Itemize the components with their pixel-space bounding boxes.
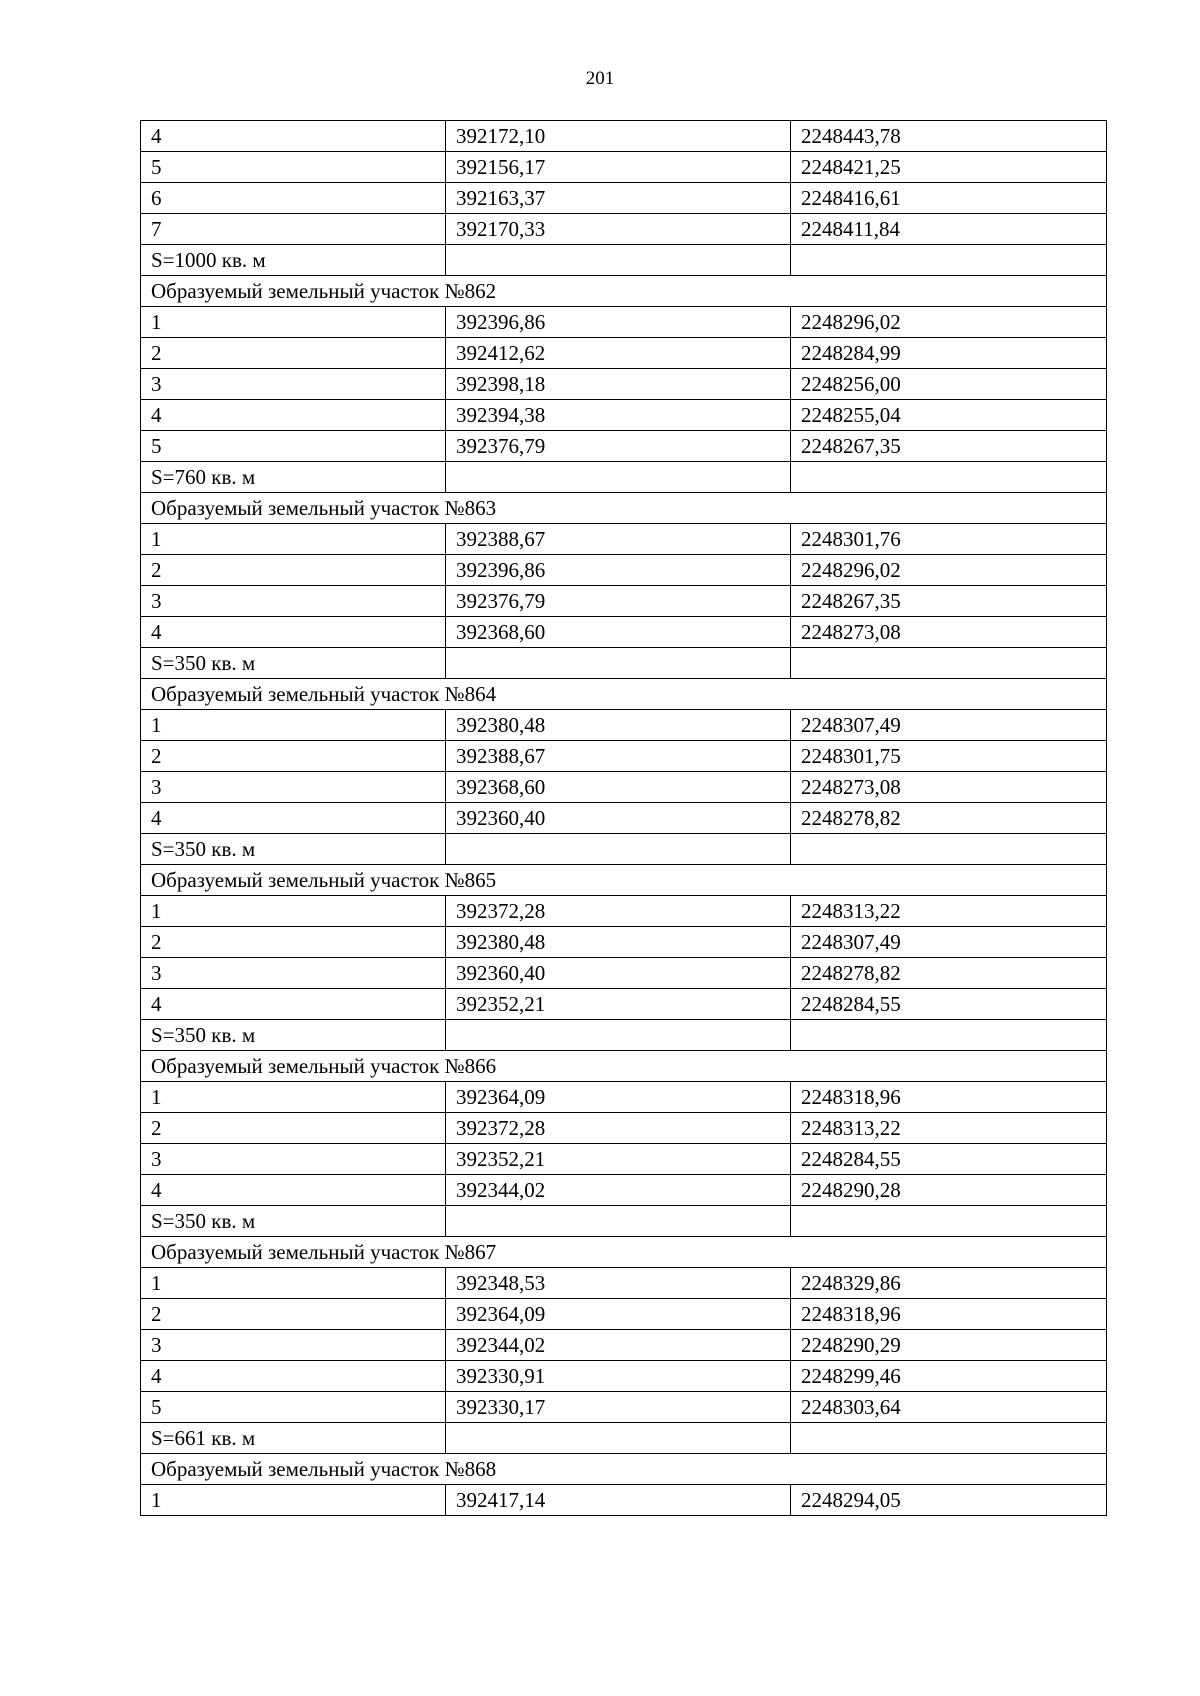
area-row <box>141 1423 1107 1454</box>
y-coordinate-cell: 2248329,86 <box>791 1268 1107 1299</box>
parcel-header-cell: Образуемый земельный участок №862 <box>141 276 1107 307</box>
x-coordinate-cell: 392388,67 <box>446 741 791 772</box>
y-coordinate-cell: 2248416,61 <box>791 183 1107 214</box>
empty-cell <box>446 1423 791 1454</box>
x-coordinate-cell: 392163,37 <box>446 183 791 214</box>
page-number: 201 <box>585 68 615 89</box>
area-cell: S=350 кв. м <box>141 1206 446 1237</box>
y-coordinate-cell: 2248301,75 <box>791 741 1107 772</box>
point-number-cell: 1 <box>141 710 446 741</box>
x-coordinate-cell: 392376,79 <box>446 431 791 462</box>
point-number-cell: 1 <box>141 307 446 338</box>
x-coordinate-cell: 392364,09 <box>446 1082 791 1113</box>
point-row <box>141 183 1107 214</box>
x-coordinate-cell: 392344,02 <box>446 1175 791 1206</box>
point-row <box>141 896 1107 927</box>
empty-cell <box>791 245 1107 276</box>
y-coordinate-cell: 2248318,96 <box>791 1082 1107 1113</box>
point-number-cell: 3 <box>141 772 446 803</box>
x-coordinate-cell: 392172,10 <box>446 121 791 152</box>
x-coordinate-cell: 392170,33 <box>446 214 791 245</box>
coordinates-table-body <box>141 121 1107 1516</box>
empty-cell <box>446 462 791 493</box>
area-row <box>141 834 1107 865</box>
area-row <box>141 1206 1107 1237</box>
x-coordinate-cell: 392398,18 <box>446 369 791 400</box>
point-number-cell: 4 <box>141 121 446 152</box>
point-number-cell: 1 <box>141 1082 446 1113</box>
y-coordinate-cell: 2248421,25 <box>791 152 1107 183</box>
point-row <box>141 1485 1107 1516</box>
x-coordinate-cell: 392412,62 <box>446 338 791 369</box>
y-coordinate-cell: 2248255,04 <box>791 400 1107 431</box>
y-coordinate-cell: 2248284,99 <box>791 338 1107 369</box>
empty-cell <box>446 1020 791 1051</box>
point-row <box>141 1330 1107 1361</box>
point-number-cell: 5 <box>141 152 446 183</box>
parcel-header-row <box>141 1051 1107 1082</box>
point-row <box>141 1082 1107 1113</box>
parcel-header-cell: Образуемый земельный участок №863 <box>141 493 1107 524</box>
point-row <box>141 741 1107 772</box>
point-row <box>141 1299 1107 1330</box>
x-coordinate-cell: 392372,28 <box>446 896 791 927</box>
x-coordinate-cell: 392352,21 <box>446 989 791 1020</box>
point-number-cell: 2 <box>141 741 446 772</box>
point-number-cell: 4 <box>141 400 446 431</box>
y-coordinate-cell: 2248290,28 <box>791 1175 1107 1206</box>
point-number-cell: 5 <box>141 1392 446 1423</box>
empty-cell <box>791 462 1107 493</box>
y-coordinate-cell: 2248307,49 <box>791 710 1107 741</box>
point-row <box>141 772 1107 803</box>
x-coordinate-cell: 392396,86 <box>446 555 791 586</box>
point-row <box>141 803 1107 834</box>
y-coordinate-cell: 2248296,02 <box>791 307 1107 338</box>
point-number-cell: 4 <box>141 803 446 834</box>
point-row <box>141 958 1107 989</box>
x-coordinate-cell: 392380,48 <box>446 927 791 958</box>
point-number-cell: 6 <box>141 183 446 214</box>
point-row <box>141 1268 1107 1299</box>
point-number-cell: 2 <box>141 1113 446 1144</box>
y-coordinate-cell: 2248267,35 <box>791 431 1107 462</box>
parcel-header-cell: Образуемый земельный участок №866 <box>141 1051 1107 1082</box>
parcel-header-row <box>141 865 1107 896</box>
x-coordinate-cell: 392344,02 <box>446 1330 791 1361</box>
x-coordinate-cell: 392372,28 <box>446 1113 791 1144</box>
y-coordinate-cell: 2248256,00 <box>791 369 1107 400</box>
x-coordinate-cell: 392417,14 <box>446 1485 791 1516</box>
point-row <box>141 431 1107 462</box>
point-number-cell: 2 <box>141 1299 446 1330</box>
point-number-cell: 4 <box>141 989 446 1020</box>
point-row <box>141 555 1107 586</box>
point-number-cell: 7 <box>141 214 446 245</box>
point-row <box>141 1361 1107 1392</box>
point-row <box>141 586 1107 617</box>
area-cell: S=760 кв. м <box>141 462 446 493</box>
x-coordinate-cell: 392368,60 <box>446 772 791 803</box>
area-cell: S=350 кв. м <box>141 834 446 865</box>
x-coordinate-cell: 392368,60 <box>446 617 791 648</box>
x-coordinate-cell: 392380,48 <box>446 710 791 741</box>
point-row <box>141 927 1107 958</box>
y-coordinate-cell: 2248299,46 <box>791 1361 1107 1392</box>
empty-cell <box>446 648 791 679</box>
y-coordinate-cell: 2248296,02 <box>791 555 1107 586</box>
point-row <box>141 307 1107 338</box>
point-number-cell: 1 <box>141 1268 446 1299</box>
empty-cell <box>446 1206 791 1237</box>
empty-cell <box>446 245 791 276</box>
empty-cell <box>791 648 1107 679</box>
y-coordinate-cell: 2248278,82 <box>791 958 1107 989</box>
area-cell: S=661 кв. м <box>141 1423 446 1454</box>
x-coordinate-cell: 392364,09 <box>446 1299 791 1330</box>
y-coordinate-cell: 2248284,55 <box>791 1144 1107 1175</box>
x-coordinate-cell: 392156,17 <box>446 152 791 183</box>
area-row <box>141 245 1107 276</box>
point-number-cell: 4 <box>141 617 446 648</box>
area-row <box>141 648 1107 679</box>
area-row <box>141 462 1107 493</box>
point-number-cell: 3 <box>141 1330 446 1361</box>
y-coordinate-cell: 2248411,84 <box>791 214 1107 245</box>
point-row <box>141 1113 1107 1144</box>
x-coordinate-cell: 392348,53 <box>446 1268 791 1299</box>
point-number-cell: 1 <box>141 1485 446 1516</box>
point-number-cell: 2 <box>141 555 446 586</box>
point-row <box>141 338 1107 369</box>
point-row <box>141 1144 1107 1175</box>
y-coordinate-cell: 2248318,96 <box>791 1299 1107 1330</box>
x-coordinate-cell: 392388,67 <box>446 524 791 555</box>
y-coordinate-cell: 2248294,05 <box>791 1485 1107 1516</box>
parcel-header-row <box>141 276 1107 307</box>
x-coordinate-cell: 392360,40 <box>446 958 791 989</box>
y-coordinate-cell: 2248303,64 <box>791 1392 1107 1423</box>
point-row <box>141 1175 1107 1206</box>
parcel-header-row <box>141 1237 1107 1268</box>
y-coordinate-cell: 2248313,22 <box>791 896 1107 927</box>
area-cell: S=350 кв. м <box>141 1020 446 1051</box>
y-coordinate-cell: 2248284,55 <box>791 989 1107 1020</box>
area-row <box>141 1020 1107 1051</box>
x-coordinate-cell: 392352,21 <box>446 1144 791 1175</box>
y-coordinate-cell: 2248301,76 <box>791 524 1107 555</box>
point-number-cell: 5 <box>141 431 446 462</box>
point-row <box>141 524 1107 555</box>
point-row <box>141 710 1107 741</box>
parcel-header-row <box>141 1454 1107 1485</box>
y-coordinate-cell: 2248313,22 <box>791 1113 1107 1144</box>
parcel-header-cell: Образуемый земельный участок №868 <box>141 1454 1107 1485</box>
point-number-cell: 3 <box>141 958 446 989</box>
empty-cell <box>446 834 791 865</box>
parcel-header-cell: Образуемый земельный участок №865 <box>141 865 1107 896</box>
x-coordinate-cell: 392376,79 <box>446 586 791 617</box>
x-coordinate-cell: 392396,86 <box>446 307 791 338</box>
y-coordinate-cell: 2248290,29 <box>791 1330 1107 1361</box>
point-number-cell: 1 <box>141 524 446 555</box>
point-row <box>141 214 1107 245</box>
x-coordinate-cell: 392394,38 <box>446 400 791 431</box>
parcel-header-cell: Образуемый земельный участок №867 <box>141 1237 1107 1268</box>
point-row <box>141 369 1107 400</box>
point-number-cell: 3 <box>141 1144 446 1175</box>
y-coordinate-cell: 2248273,08 <box>791 772 1107 803</box>
empty-cell <box>791 1020 1107 1051</box>
point-number-cell: 4 <box>141 1175 446 1206</box>
x-coordinate-cell: 392330,91 <box>446 1361 791 1392</box>
empty-cell <box>791 834 1107 865</box>
point-number-cell: 2 <box>141 927 446 958</box>
y-coordinate-cell: 2248443,78 <box>791 121 1107 152</box>
parcel-header-cell: Образуемый земельный участок №864 <box>141 679 1107 710</box>
point-number-cell: 1 <box>141 896 446 927</box>
point-row <box>141 121 1107 152</box>
parcel-header-row <box>141 679 1107 710</box>
y-coordinate-cell: 2248267,35 <box>791 586 1107 617</box>
parcel-header-row <box>141 493 1107 524</box>
coordinates-table <box>140 120 1107 1516</box>
x-coordinate-cell: 392330,17 <box>446 1392 791 1423</box>
point-row <box>141 400 1107 431</box>
area-cell: S=1000 кв. м <box>141 245 446 276</box>
point-number-cell: 3 <box>141 369 446 400</box>
point-number-cell: 4 <box>141 1361 446 1392</box>
point-row <box>141 617 1107 648</box>
empty-cell <box>791 1206 1107 1237</box>
area-cell: S=350 кв. м <box>141 648 446 679</box>
y-coordinate-cell: 2248278,82 <box>791 803 1107 834</box>
point-number-cell: 3 <box>141 586 446 617</box>
point-row <box>141 1392 1107 1423</box>
point-row <box>141 152 1107 183</box>
x-coordinate-cell: 392360,40 <box>446 803 791 834</box>
empty-cell <box>791 1423 1107 1454</box>
point-row <box>141 989 1107 1020</box>
y-coordinate-cell: 2248307,49 <box>791 927 1107 958</box>
y-coordinate-cell: 2248273,08 <box>791 617 1107 648</box>
point-number-cell: 2 <box>141 338 446 369</box>
